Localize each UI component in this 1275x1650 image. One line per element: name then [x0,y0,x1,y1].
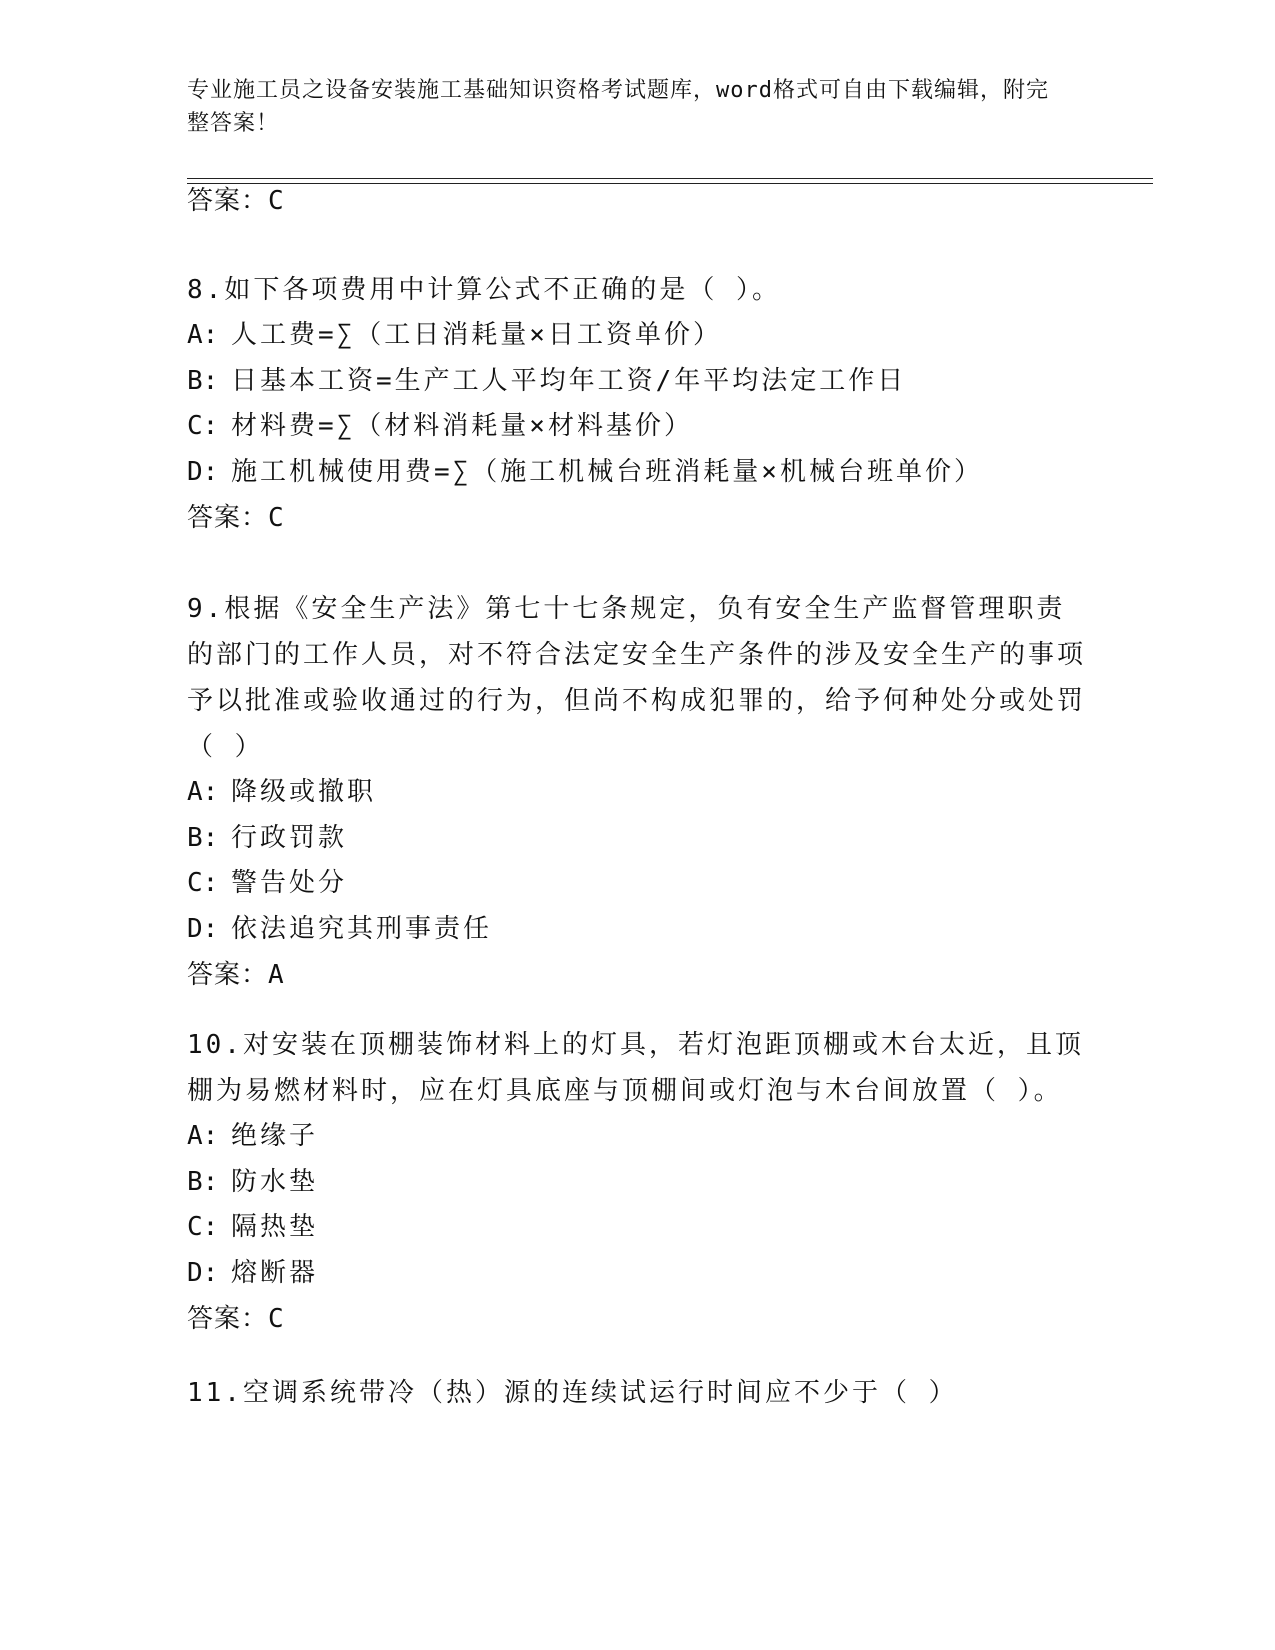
option-c [187,1205,1087,1251]
question-text [187,267,1087,313]
question-11 [187,1370,1087,1416]
question-9 [187,586,1087,998]
question-text [187,1370,1087,1416]
question-10 [187,1022,1087,1342]
answer-line [187,178,1087,224]
option-d [187,907,1087,953]
question-stem: 如下各项费用中计算公式不正确的是（ ）。 [224,275,781,305]
prev-answer-block [187,178,1087,224]
question-number: 11. [187,1378,243,1408]
answer-line [187,1296,1087,1342]
option-key: B: [187,822,219,853]
option-d [187,450,1087,496]
question-number: 10. [187,1030,243,1060]
option-a [187,313,1087,359]
answer-value: C [268,1304,285,1334]
document-header: 专业施工员之设备安装施工基础知识资格考试题库，word格式可自由下载编辑，附完整答案！ [187,78,1049,136]
option-text: 防水垫 [231,1166,319,1197]
option-key: C: [187,411,219,441]
option-d [187,1251,1087,1297]
question-text [187,586,1087,770]
option-c [187,861,1087,907]
answer-line [187,952,1087,998]
option-text: 日基本工资=生产工人平均年工资/年平均法定工作日 [231,365,907,396]
option-key: D: [187,1257,219,1288]
option-key: C: [187,868,219,898]
option-text: 熔断器 [231,1257,319,1288]
option-key: D: [187,456,219,487]
answer-value: C [268,186,285,216]
option-b [187,1160,1087,1206]
option-key: C: [187,1212,219,1242]
option-text: 警告处分 [231,868,348,898]
option-key: A: [187,320,219,350]
question-stem: 根据《安全生产法》第七十七条规定，负有安全生产监督管理职责的部门的工作人员，对不符合法定安全生产条件的涉及安全生产的事项予以批准或验收通过的行为，但尚不构成犯罪的，给予何种处分或处罚（ ） [187,594,1087,762]
answer-label: 答案： [187,1304,269,1334]
answer-label: 答案： [187,186,269,216]
question-number: 9. [187,594,225,624]
option-key: D: [187,913,219,944]
option-key: A: [187,1121,219,1151]
option-a [187,1114,1087,1160]
answer-label: 答案： [187,960,269,990]
question-stem: 对安装在顶棚装饰材料上的灯具，若灯泡距顶棚或木台太近，且顶棚为易燃材料时，应在灯具底座与顶棚间或灯泡与木台间放置（ ）。 [187,1030,1084,1106]
option-b [187,359,1087,405]
option-text: 行政罚款 [231,822,348,853]
answer-label: 答案： [187,503,269,533]
option-key: B: [187,365,219,396]
option-text: 降级或撤职 [231,777,377,807]
option-text: 隔热垫 [231,1212,319,1242]
option-text: 人工费=∑（工日消耗量×日工资单价） [231,320,722,350]
option-text: 依法追究其刑事责任 [231,913,493,944]
option-key: B: [187,1166,219,1197]
option-b [187,816,1087,862]
option-c [187,404,1087,450]
question-stem: 空调系统带冷（热）源的连续试运行时间应不少于（ ） [242,1378,958,1408]
answer-value: C [268,503,285,533]
option-text: 绝缘子 [231,1121,319,1151]
answer-line [187,495,1087,541]
answer-value: A [268,960,285,990]
option-key: A: [187,777,219,807]
option-text: 材料费=∑（材料消耗量×材料基价） [231,411,693,441]
option-a [187,770,1087,816]
option-text: 施工机械使用费=∑（施工机械台班消耗量×机械台班单价） [231,456,983,487]
question-8 [187,267,1087,541]
question-text [187,1022,1087,1114]
question-number: 8. [187,275,225,305]
